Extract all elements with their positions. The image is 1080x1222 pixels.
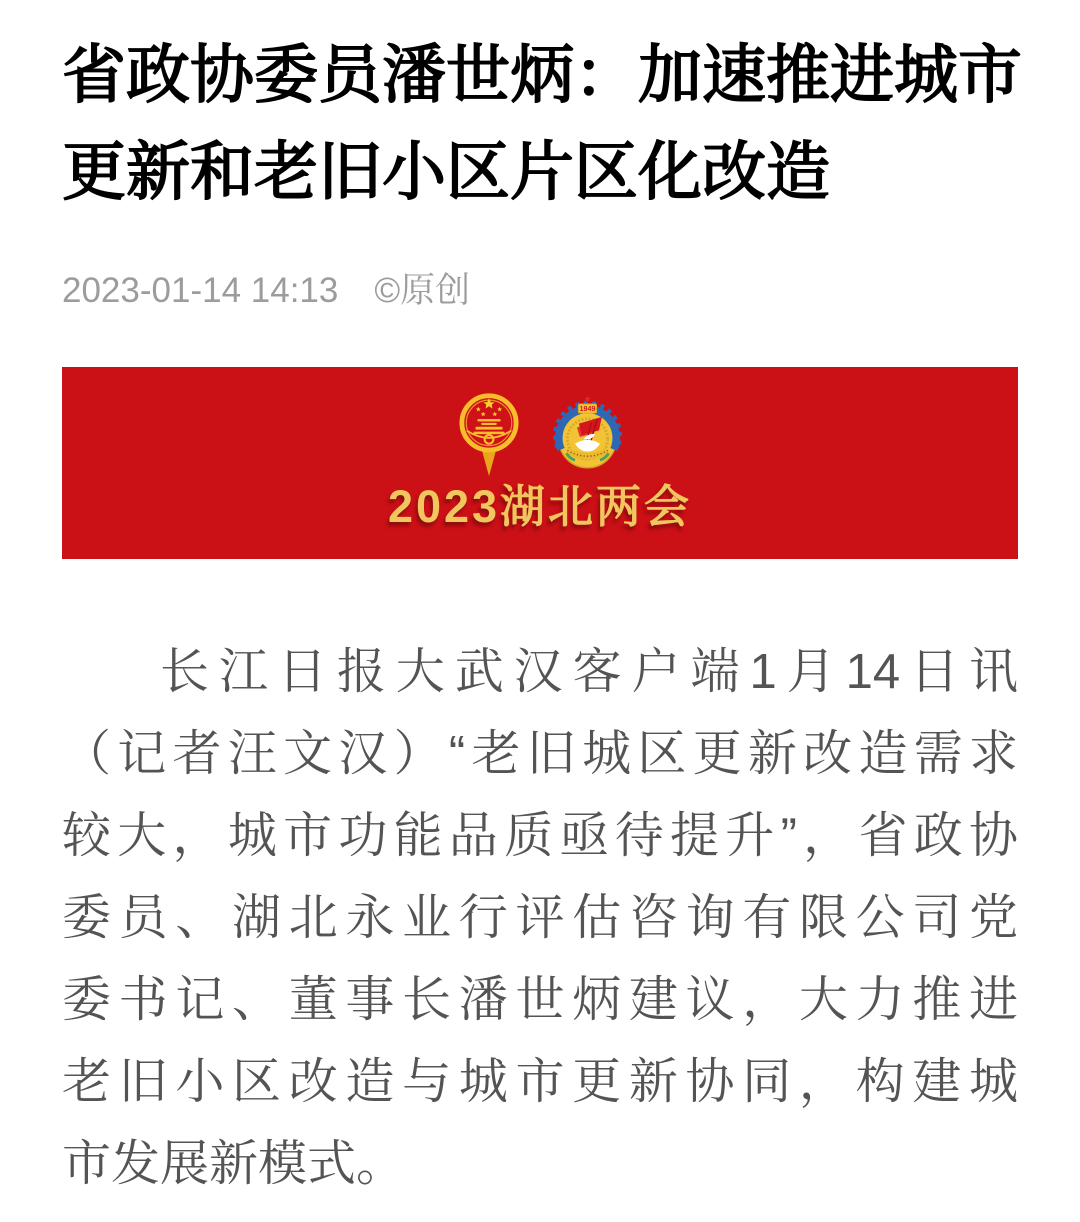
body-line: 委员、湖北永业行评估咨询有限公司党 xyxy=(62,891,1018,945)
body-line: （记者汪文汉）“老旧城区更新改造需求 xyxy=(62,727,1018,781)
cppcc-emblem-icon xyxy=(552,391,623,485)
banner-image xyxy=(62,367,1018,559)
article-page xyxy=(0,27,1080,1222)
original-badge: ©原创 xyxy=(374,271,471,310)
body-line: 老旧小区改造与城市更新协同，构建城 xyxy=(62,1055,1018,1109)
body-line: 长江日报大武汉客户端1月14日讯 xyxy=(160,645,1018,699)
prc-national-emblem-icon xyxy=(458,388,520,481)
publish-date: 2023-01-14 14:13 xyxy=(62,271,339,310)
title-line-1: 省政协委员潘世炳：加速推进城市 xyxy=(62,39,1022,111)
banner-title: 2023湖北两会 xyxy=(387,481,693,532)
article-body xyxy=(62,631,1018,1205)
body-line: 委书记、董事长潘世炳建议，大力推进 xyxy=(62,973,1018,1027)
article-meta xyxy=(62,269,1018,313)
title-line-2: 更新和老旧小区片区化改造 xyxy=(62,136,830,208)
body-line: 较大，城市功能品质亟待提升”，省政协 xyxy=(62,809,1018,863)
article-title xyxy=(62,27,1022,221)
body-line: 市发展新模式。 xyxy=(62,1137,406,1191)
cppcc-year-label: 1949 xyxy=(579,404,595,414)
banner-emblems xyxy=(458,388,623,485)
